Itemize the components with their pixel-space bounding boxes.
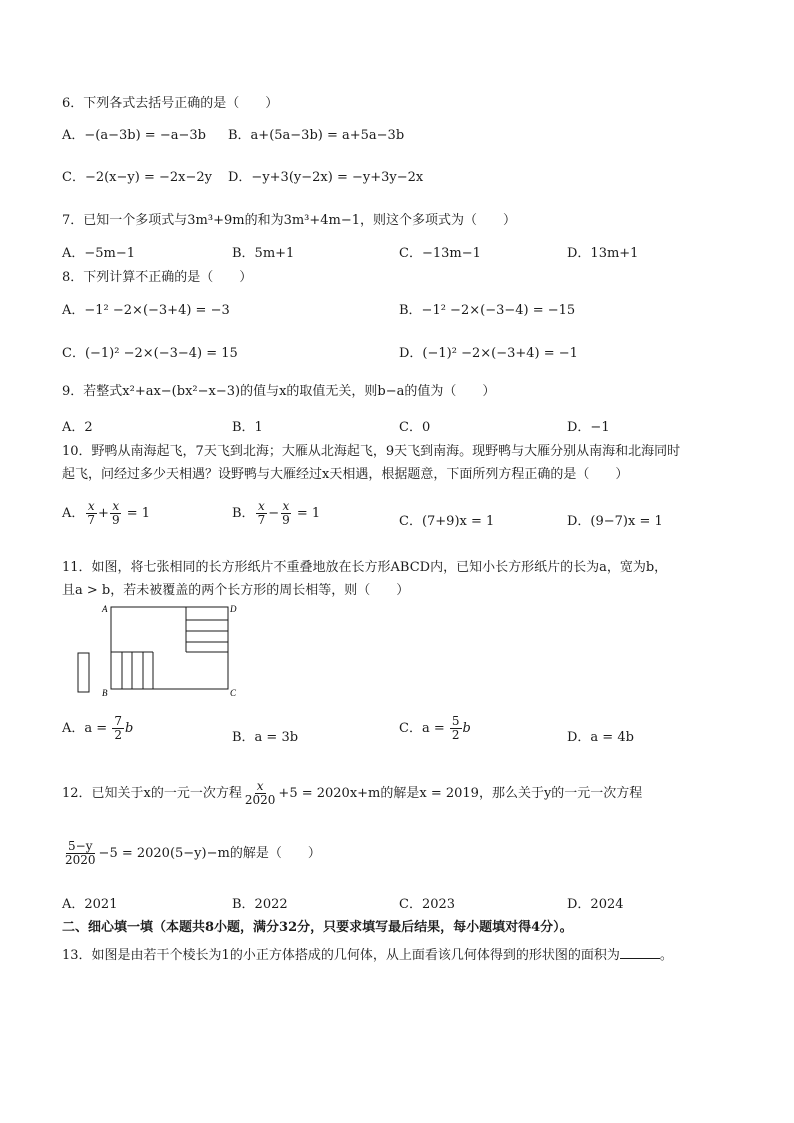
- q8-option-c[interactable]: C．(−1)² −2×(−3−4) = 15: [62, 346, 238, 361]
- q10-stem-line2: 起飞，问经过多少天相遇？设野鸭与大雁经过x天相遇，根据题意，下面所列方程正确的是（ ）: [62, 467, 629, 482]
- label-c: C: [230, 688, 237, 698]
- q7-option-d[interactable]: D．13m+1: [567, 246, 639, 261]
- q12-option-c[interactable]: C．2023: [399, 897, 456, 912]
- q10-a-frac1-den: 7: [87, 513, 96, 528]
- q10-option-c[interactable]: C．(7+9)x = 1: [399, 514, 495, 529]
- q12-option-b[interactable]: B．2022: [232, 897, 288, 912]
- q11-a-label: A．a =: [62, 721, 108, 737]
- label-b: B: [102, 688, 108, 698]
- q6-stem: 6．下列各式去括号正确的是（ ）: [62, 96, 279, 111]
- q7-option-b[interactable]: B．5m+1: [232, 246, 295, 261]
- q11-option-c[interactable]: [399, 715, 471, 742]
- q10-a-frac2-den: 9: [111, 513, 120, 528]
- q10-b-frac1-den: 7: [257, 513, 266, 528]
- q7-option-c[interactable]: C．−13m−1: [399, 246, 481, 261]
- q13-stem: [62, 944, 673, 963]
- q11-option-b[interactable]: B．a = 3b: [232, 730, 299, 745]
- q10-a-op: +: [98, 506, 109, 522]
- q10-b-frac1-num: x: [257, 499, 265, 513]
- q11-c-var: b: [462, 721, 471, 737]
- q11-a-den: 2: [114, 728, 122, 743]
- q11-a-frac: [112, 715, 124, 742]
- q12-frac2-num: 5−y: [68, 839, 93, 853]
- q12-option-d[interactable]: D．2024: [567, 897, 624, 912]
- q10-b-op: −: [268, 506, 280, 522]
- q8-stem: 8．下列计算不正确的是（ ）: [62, 270, 253, 285]
- label-a: A: [102, 604, 108, 614]
- q10-a-rhs: = 1: [126, 506, 151, 522]
- q10-b-rhs: = 1: [296, 506, 321, 522]
- q11-option-a[interactable]: [62, 715, 133, 742]
- q7-option-a[interactable]: A．−5m−1: [62, 246, 136, 261]
- q11-a-var: b: [124, 721, 134, 737]
- q10-a-frac1-num: x: [87, 499, 95, 513]
- q9-option-d[interactable]: D．−1: [567, 420, 610, 435]
- q12-stem1-pre: 12．已知关于x的一元一次方程: [62, 786, 242, 802]
- q8-option-a[interactable]: A．−1² −2×(−3+4) = −3: [62, 303, 230, 318]
- q6-option-d[interactable]: D．−y+3(y−2x) = −y+3y−2x: [228, 170, 424, 185]
- q11-c-label: C．a =: [399, 721, 445, 737]
- q9-stem: 9．若整式x²+ax−(bx²−x−3)的值与x的取值无关，则b−a的值为（ ）: [62, 384, 496, 399]
- q11-option-d[interactable]: D．a = 4b: [567, 730, 634, 745]
- q6-option-c[interactable]: C．−2(x−y) = −2x−2y: [62, 170, 212, 185]
- q11-c-den: 2: [451, 728, 460, 743]
- q11-a-num: 7: [114, 714, 122, 728]
- q10-b-label: B．: [232, 506, 255, 522]
- q10-stem-line1: 10．野鸭从南海起飞，7天飞到北海；大雁从北海起飞，9天飞到南海。现野鸭与大雁分别从南海和北海同时: [62, 444, 681, 459]
- q7-stem: 7．已知一个多项式与3m³+9m的和为3m³+4m−1，则这个多项式为（ ）: [62, 213, 517, 228]
- q6-option-a[interactable]: A．−(a−3b) = −a−3b: [62, 128, 206, 143]
- q6-option-b[interactable]: B．a+(5a−3b) = a+5a−3b: [228, 128, 405, 143]
- q12-stem-line2: [62, 840, 321, 867]
- q8-option-d[interactable]: D．(−1)² −2×(−3+4) = −1: [399, 346, 578, 361]
- q10-b-frac2-den: 9: [282, 513, 290, 528]
- q11-stem-line2: 且a > b，若未被覆盖的两个长方形的周长相等，则（ ）: [62, 583, 410, 598]
- q12-frac1-den: 2020: [244, 793, 276, 808]
- label-d: D: [230, 604, 237, 614]
- q8-option-b[interactable]: B．−1² −2×(−3−4) = −15: [399, 303, 576, 318]
- q12-frac1: [243, 780, 278, 807]
- q11-c-num: 5: [451, 714, 460, 728]
- rect-abcd: [111, 607, 228, 689]
- q12-option-a[interactable]: A．2021: [62, 897, 118, 912]
- q13-answer-blank[interactable]: [620, 958, 660, 959]
- q9-option-a[interactable]: A．2: [62, 420, 93, 435]
- q13-stem-text: 13．如图是由若干个棱长为1的小正方体搭成的几何体，从上面看该几何体得到的形状图的面积为: [62, 948, 620, 963]
- q12-stem-line1: [62, 780, 642, 807]
- q10-a-label: A．: [62, 506, 85, 522]
- small-rectangle: [78, 653, 89, 692]
- q12-stem2-post: −5 = 2020(5−y)−m的解是（ ）: [98, 846, 321, 862]
- q10-option-d[interactable]: D．(9−7)x = 1: [567, 514, 663, 529]
- q10-a-frac2-num: x: [112, 499, 120, 513]
- q11-stem-line1: 11．如图，将七张相同的长方形纸片不重叠地放在长方形ABCD内，已知小长方形纸片的长为a，宽为b，: [62, 560, 668, 575]
- q9-option-c[interactable]: C．0: [399, 420, 431, 435]
- q12-frac2: [63, 840, 98, 867]
- q12-stem1-post: +5 = 2020x+m的解是x = 2019，那么关于y的一元一次方程: [278, 786, 643, 802]
- q10-b-frac2-num: x: [282, 499, 290, 513]
- q13-stem-end: 。: [659, 948, 673, 963]
- section-2-heading: 二、细心填一填（本题共8小题，满分32分，只要求填写最后结果，每小题填对得4分）。: [62, 920, 573, 935]
- q12-frac1-num: x: [256, 779, 264, 793]
- q9-option-b[interactable]: B．1: [232, 420, 263, 435]
- q12-frac2-den: 2020: [65, 853, 96, 868]
- q11-c-frac: [450, 715, 462, 742]
